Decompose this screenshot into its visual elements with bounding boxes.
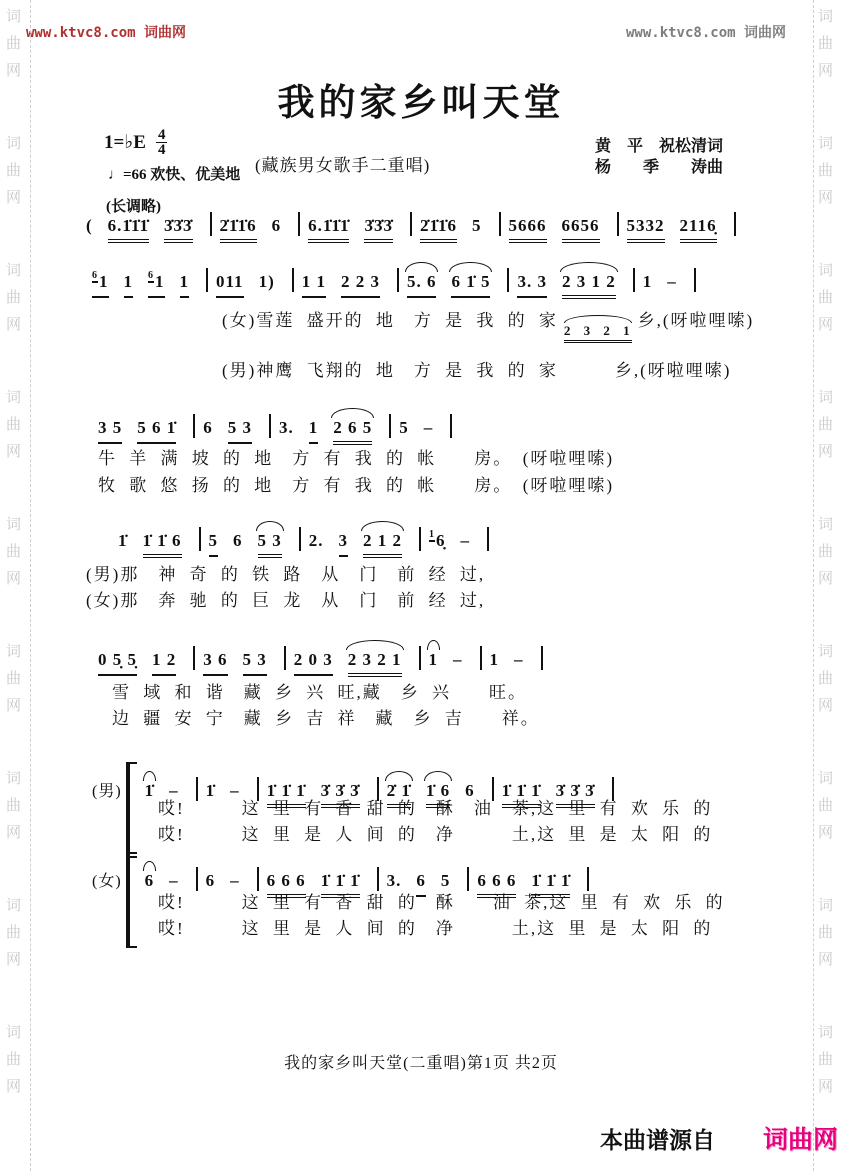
side-watermark-char: 曲	[818, 290, 834, 306]
system-bracket	[126, 852, 137, 948]
barline	[633, 268, 635, 292]
note-group: –	[514, 650, 524, 669]
source-credit	[600, 1120, 838, 1156]
side-watermark-gap	[818, 593, 833, 639]
barline	[487, 527, 489, 551]
barline	[507, 268, 509, 292]
verse-notation-line-1	[92, 268, 704, 299]
intro-annotation: (长调略)	[106, 199, 161, 215]
side-watermark-char: 网	[818, 825, 834, 841]
side-watermark-char: 网	[818, 63, 834, 79]
lyric-text: 牧 歌 悠 扬 的 地 方 有 我 的 帐 房。 (呀啦哩嗦)	[98, 476, 615, 495]
side-watermark-gap	[818, 85, 833, 131]
lyrics-female-verse2-line3	[86, 586, 485, 611]
note-group: –	[230, 781, 240, 800]
note-group: 6 6 6	[477, 871, 516, 898]
side-watermark-char: 词	[6, 771, 22, 787]
note-group: 6	[465, 781, 475, 800]
note-group: 6	[271, 216, 282, 235]
barline	[480, 646, 482, 670]
side-watermark-char: 曲	[6, 925, 22, 941]
note-group: 0 5̣ 5̣	[98, 650, 137, 676]
lyrics-male-verse2-line1	[222, 356, 731, 381]
side-watermark-char: 网	[818, 444, 834, 460]
note-group: 6	[205, 871, 216, 890]
barline	[206, 268, 208, 292]
barline	[299, 527, 301, 551]
top-left-watermark: www.ktvc8.com 词曲网	[26, 25, 187, 41]
side-watermark-gap	[6, 1101, 21, 1147]
note-group: 2.	[308, 531, 324, 550]
note-group: 1̇ 1̇ 6	[143, 531, 182, 558]
note-group: 3. 3	[517, 272, 547, 298]
note-group: 6 6 6	[267, 871, 306, 898]
composer-credit: 杨 季 涛曲	[595, 159, 724, 176]
lyric-text: (男)那 神 奇 的 铁 路 从 门 前 经 过,	[86, 565, 486, 584]
side-watermark-char: 网	[6, 190, 22, 206]
side-watermark-char: 网	[818, 698, 834, 714]
side-watermark-char: 网	[6, 1079, 22, 1095]
note-group: –	[460, 531, 470, 550]
lyrics-female-duet-line2	[158, 914, 712, 939]
right-watermark-chars	[818, 4, 833, 1147]
side-watermark-gap	[6, 339, 21, 385]
note-group: 3̇ 3̇ 3̇	[556, 781, 595, 808]
note-group: 16̣	[429, 529, 446, 550]
right-watermark-rail	[814, 0, 840, 1171]
page-info: 我的家乡叫天堂(二重唱)第1页 共2页	[284, 1055, 558, 1072]
side-watermark-char: 网	[818, 952, 834, 968]
side-watermark-char: 词	[818, 9, 834, 25]
lyric-text: (女)雪莲 盛开的 地 方 是 我 的 家	[222, 311, 558, 330]
note-group: 2 3 1 2	[562, 272, 616, 299]
note-group: 1̇ 1̇ 1̇	[502, 781, 541, 808]
barline	[210, 212, 212, 236]
tempo-marking: ♩=66 欢快、优美地	[108, 167, 241, 183]
note-group: 3 5	[98, 418, 122, 444]
side-watermark-char: 网	[6, 698, 22, 714]
side-watermark-gap	[6, 212, 21, 258]
note-group: 1 2	[152, 650, 176, 676]
side-watermark-char: 词	[6, 136, 22, 152]
side-watermark-char: 曲	[818, 544, 834, 560]
key-label: 1=♭E	[104, 132, 146, 153]
note-group: –	[230, 871, 240, 890]
grace-note: 6	[92, 270, 98, 281]
side-watermark-char: 词	[818, 644, 834, 660]
side-watermark-char: 曲	[6, 798, 22, 814]
lyric-text: 哎! 这 里 是 人 间 的 净 土,这 里 是 太 阳 的	[158, 825, 713, 844]
note-group: 1̇ 1̇ 1̇	[531, 871, 570, 898]
note-group: 6.1̇1̇1̇	[308, 216, 349, 243]
side-watermark-char: 词	[818, 263, 834, 279]
side-watermark-char: 曲	[6, 290, 22, 306]
note-group: 3	[339, 531, 349, 557]
note-group: 1̇	[145, 781, 155, 805]
side-watermark-char: 网	[6, 63, 22, 79]
barline	[694, 268, 696, 292]
top-right-watermark: www.ktvc8.com 词曲网	[625, 25, 786, 41]
side-watermark-char: 曲	[818, 417, 834, 433]
intro-notation-line	[86, 212, 744, 243]
note-group: 3̇3̇3̇	[364, 216, 393, 243]
grace-note: 6	[148, 270, 154, 281]
side-watermark-char: 曲	[818, 925, 834, 941]
note-group: 1	[489, 650, 499, 669]
side-watermark-char: 曲	[6, 163, 22, 179]
note-group: 61	[148, 272, 165, 298]
verse-notation-line-4	[98, 646, 551, 677]
note-group: 3.	[279, 418, 294, 437]
side-watermark-char: 网	[6, 571, 22, 587]
side-watermark-char: 词	[6, 390, 22, 406]
barline	[397, 268, 399, 292]
side-watermark-char: 词	[818, 1025, 834, 1041]
lyrics-female-verse1-line1	[222, 306, 755, 338]
side-watermark-char: 词	[818, 771, 834, 787]
side-watermark-char: 曲	[818, 671, 834, 687]
lyric-text: (女)那 奔 驰 的 巨 龙 从 门 前 经 过,	[86, 591, 486, 610]
side-watermark-char: 曲	[6, 36, 22, 52]
barline	[419, 527, 421, 551]
side-watermark-char: 词	[6, 9, 22, 25]
note-group: 1	[180, 272, 190, 298]
barline	[298, 212, 300, 236]
source-prefix: 本曲谱源自	[600, 1127, 715, 1153]
left-watermark-rail	[2, 0, 28, 1171]
barline	[499, 212, 501, 236]
side-watermark-char: 词	[818, 390, 834, 406]
barline	[193, 414, 195, 438]
side-watermark-gap	[6, 593, 21, 639]
side-watermark-char: 词	[6, 263, 22, 279]
side-watermark-char: 网	[6, 317, 22, 333]
subtitle: (藏族男女歌手二重唱)	[255, 156, 431, 175]
lyric-text: 哎! 这 里 有 香 甜 的 酥 油 茶,这 里 有 欢 乐 的	[158, 893, 725, 912]
side-watermark-gap	[6, 974, 21, 1020]
note-group: 2 2 3	[341, 272, 380, 298]
side-watermark-char: 曲	[818, 163, 834, 179]
note-group: 2̇1̇1̇6	[220, 216, 257, 243]
lyrics-female-verse1-line2	[98, 444, 614, 469]
note-group: 2 0 3	[294, 650, 333, 676]
side-watermark-gap	[818, 466, 833, 512]
side-watermark-char: 曲	[818, 798, 834, 814]
note-group: 3.	[386, 871, 402, 890]
note-group: –	[169, 871, 179, 890]
side-watermark-char: 网	[818, 190, 834, 206]
note-group: 5	[440, 871, 451, 890]
lyrics-male-duet-line1	[158, 794, 712, 819]
voice-label: (女)	[92, 873, 122, 890]
side-watermark-char: 曲	[818, 36, 834, 52]
note-group: 1̇	[205, 781, 216, 800]
lyric-text: 乡,(呀啦哩嗦)	[637, 311, 755, 330]
side-watermark-char: 曲	[6, 671, 22, 687]
barline	[269, 414, 271, 438]
side-watermark-char: 曲	[6, 544, 22, 560]
note-group: 6	[145, 871, 155, 895]
lyrics-female-duet-line1	[158, 888, 725, 913]
left-watermark-chars	[6, 4, 21, 1147]
verse-notation-line-3	[118, 527, 497, 558]
note-group: 5332	[627, 216, 665, 243]
note-group: –	[453, 650, 463, 669]
note-group: 011	[216, 272, 244, 298]
note-group: (	[86, 216, 93, 235]
side-watermark-char: 网	[818, 571, 834, 587]
barline	[734, 212, 736, 236]
side-watermark-gap	[6, 720, 21, 766]
barline	[617, 212, 619, 236]
side-watermark-gap	[818, 212, 833, 258]
side-watermark-gap	[818, 339, 833, 385]
side-watermark-char: 词	[818, 136, 834, 152]
note-group: –	[667, 272, 677, 291]
side-watermark-char: 网	[6, 444, 22, 460]
side-watermark-char: 曲	[818, 1052, 834, 1068]
note-group: 5 3	[258, 531, 282, 558]
lyric-text: (男)神鹰 飞翔的 地 方 是 我 的 家 乡,(呀啦哩嗦)	[222, 361, 732, 380]
side-watermark-char: 词	[6, 1025, 22, 1041]
note-group: 1̇	[118, 531, 128, 550]
barline	[292, 268, 294, 292]
lyrics-verse2-line4	[112, 704, 540, 729]
barline	[541, 646, 543, 670]
note-group: 1̇ 1̇ 1̇	[267, 781, 306, 808]
lyrics-verse1-line4	[112, 678, 527, 703]
note-group: 5 3	[243, 650, 267, 676]
side-watermark-char: 词	[6, 517, 22, 533]
inline-mini-notation: 2 3 2 1	[564, 323, 632, 343]
note-group: 3̇3̇3̇	[164, 216, 193, 243]
song-title: 我的家乡叫天堂	[277, 83, 565, 124]
lyric-text: 哎! 这 里 是 人 间 的 净 土,这 里 是 太 阳 的	[158, 919, 713, 938]
barline	[419, 646, 421, 670]
note-group: 2 6 5	[333, 418, 372, 445]
side-watermark-char: 曲	[6, 1052, 22, 1068]
barline	[284, 646, 286, 670]
lyric-text: 牛 羊 满 坡 的 地 方 有 我 的 帐 房。 (呀啦哩嗦)	[98, 449, 615, 468]
note-group: 61	[92, 272, 109, 298]
side-watermark-gap	[818, 974, 833, 1020]
side-watermark-char: 词	[6, 644, 22, 660]
note-group: 5666	[509, 216, 547, 243]
barline	[389, 414, 391, 438]
side-watermark-char: 词	[6, 898, 22, 914]
note-group: 5 6 1̇	[137, 418, 176, 444]
side-watermark-char: 词	[818, 898, 834, 914]
note-group: 1 1	[302, 272, 326, 298]
side-watermark-gap	[818, 1101, 833, 1147]
note-group: 5	[472, 216, 482, 235]
note-group: 6.1̇1̇1̇	[108, 216, 149, 243]
lyrics-male-verse2-line2	[98, 471, 614, 496]
note-group: 6656	[562, 216, 600, 243]
verse-notation-line-2	[98, 414, 460, 445]
side-watermark-char: 网	[818, 317, 834, 333]
system-bracket	[126, 762, 137, 858]
voice-label: (男)	[92, 783, 122, 800]
note-group: 1	[309, 418, 319, 444]
time-signature-denominator: 4	[157, 142, 166, 158]
side-watermark-char: 曲	[6, 417, 22, 433]
note-group: 5	[399, 418, 409, 437]
note-group: 1	[429, 650, 439, 674]
barline	[193, 646, 195, 670]
lyric-text: 雪 域 和 谐 藏 乡 兴 旺,藏 乡 兴 旺。	[112, 683, 527, 702]
note-group: 2̇ 1̇	[387, 781, 411, 808]
note-group: 1	[642, 272, 653, 291]
side-watermark-gap	[6, 847, 21, 893]
side-watermark-char: 词	[818, 517, 834, 533]
lyric-text: 哎! 这 里 有 香 甜 的 酥 油 茶,这 里 有 欢 乐 的	[158, 799, 713, 818]
lyric-text: 边 疆 安 宁 藏 乡 吉 祥 藏 乡 吉 祥。	[112, 709, 540, 728]
note-group: 1)	[258, 272, 275, 291]
barline	[199, 527, 201, 551]
side-watermark-char: 网	[6, 952, 22, 968]
note-group: 3 6	[203, 650, 227, 676]
note-group: 5. 6	[407, 272, 437, 298]
note-group: 6	[416, 871, 426, 897]
source-brand-link[interactable]: 词曲网	[763, 1126, 839, 1154]
side-watermark-gap	[6, 85, 21, 131]
note-group: 2 3 2 1	[348, 650, 402, 677]
note-group: 2116̣	[680, 216, 717, 243]
note-group: –	[169, 781, 179, 800]
note-group: –	[423, 418, 434, 437]
lyrics-male-duet-line2	[158, 820, 712, 845]
note-group: 5	[209, 531, 219, 557]
lyrics-male-verse1-line3	[86, 560, 485, 585]
note-group: 1	[124, 272, 134, 298]
right-dashed-divider	[813, 0, 814, 1171]
barline	[410, 212, 412, 236]
note-group: 2 1 2	[363, 531, 402, 558]
note-group: 1̇ 1̇ 1̇	[321, 871, 360, 898]
note-group: 6 1̇ 5	[451, 272, 490, 298]
barline	[450, 414, 452, 438]
note-group: 2̇1̇1̇6	[420, 216, 457, 243]
side-watermark-char: 网	[818, 1079, 834, 1095]
side-watermark-gap	[818, 847, 833, 893]
note-group: 5 3	[228, 418, 252, 444]
note-group: 1̇ 6	[426, 781, 450, 808]
time-signature-numerator: 4	[157, 127, 166, 143]
grace-note: 1	[429, 529, 435, 540]
note-group: 6	[203, 418, 213, 437]
side-watermark-char: 网	[6, 825, 22, 841]
left-dashed-divider	[30, 0, 31, 1171]
note-group: 3̇ 3̇ 3̇	[321, 781, 360, 808]
note-group: 6	[233, 531, 243, 550]
side-watermark-gap	[6, 466, 21, 512]
side-watermark-gap	[818, 720, 833, 766]
lyricist-credit: 黄 平 祝松清词	[595, 138, 724, 155]
